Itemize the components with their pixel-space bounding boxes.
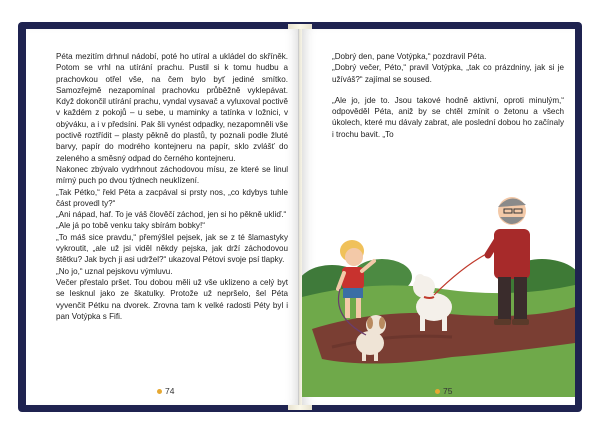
- paragraph: „Ani nápad, haf. To je váš člověčí záchod, jen si ho pěkně ukliď.“: [56, 210, 287, 220]
- spine-shadow: [298, 29, 302, 405]
- paragraph: „Dobrý večer, Péto,“ pravil Votýpka, „tak co prázdniny, jak si je užíváš?“ zajímal se soused.: [332, 63, 564, 84]
- page-number-dot-icon: [157, 389, 162, 394]
- page-number-left: [157, 386, 174, 396]
- page-number-dot-icon: [435, 389, 440, 394]
- paragraph: „Ale jo, jde to. Jsou takové hodně aktivní, oproti minulým,“ odpověděl Péta, aniž by se chtěl zmínit o žetonu a všech úkolech, které mu dávaly zabrat, ale poslední dobou ho začínaly i trochu bavit. „To: [332, 95, 564, 139]
- paragraph: Péta mezitím drhnul nádobí, poté ho utíral a ukládel do skříněk. Potom se vrhl na utírání prachu. Pustil si k tomu hudbu a prachovkou otřel vše, na čem bylo byť jediné smítko. Samozřejmě nezapomínal prachovku průběžně vyklepávat. Když dokončil utírání prachu, vyndal vysavač a vyluxoval poctivě v každém z pokojů – u sebe, u maminky a tatínka v ložnici, v obýváku, a i v předsíni. Pak šli vynést odpadky, nezapomněli vše poctivě roztřídit – plasty pěkně do plastů, ty poznali podle žluté barvy, papír do modrého kontejneru na papír, sklo zvlášť do zeleného a směsný odpad do černého kontejneru.: [56, 52, 288, 163]
- left-page-text: [56, 51, 288, 322]
- paragraph: Nakonec zbývalo vydrhnout záchodovou mísu, ze které se linul mírný puch po dvou týdnech neuklízení.: [56, 164, 288, 186]
- page-number-text: 74: [165, 386, 175, 396]
- paragraph: „To máš sice pravdu,“ přemýšlel pejsek, jak se z té šlamastyky vykroutit, „ale už jsi viděl někdy pejska, jak drží záchodovou štětku? Jak bych ji asi udržel?“ ukazoval Pétovi svoje psí tlapky.: [56, 232, 288, 265]
- paragraph: Večer přestalo pršet. Tou dobou měli už vše uklizeno a celý byt se lesknul jako ze škatulky. Protože už nepršelo, šel Péta vyvenčit Pétku na dvorek. Zrovna tam k velké radosti Péty byl i pan Votýpka s Fifi.: [56, 277, 288, 321]
- paragraph: „No jo,“ uznal pejskovu výmluvu.: [56, 266, 173, 276]
- illustration-boy-man-dogs: [302, 147, 575, 397]
- right-page-text: [332, 51, 564, 140]
- paragraph: „Tak Pétko,“ řekl Péta a zacpával si prsty nos, „co kdybys tuhle část provedl ty?“: [56, 187, 288, 208]
- paragraph: „Dobrý den, pane Votýpka,“ pozdravil Péta.: [332, 52, 487, 61]
- right-page: [302, 29, 575, 405]
- paragraph: „Ale já po tobě venku taky sbírám bobky!“: [56, 221, 205, 231]
- page-number-right: [435, 386, 452, 396]
- page-number-text: 75: [443, 386, 453, 396]
- left-page: [26, 29, 299, 405]
